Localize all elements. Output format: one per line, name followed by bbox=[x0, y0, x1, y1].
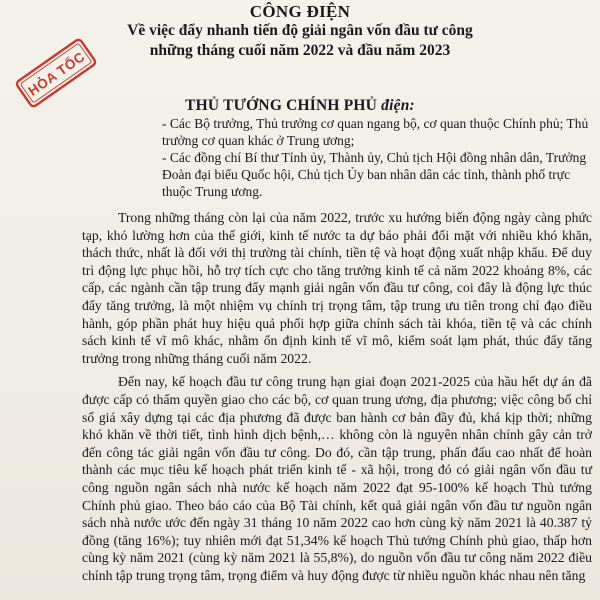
recipient-item: - Các Bộ trưởng, Thủ trưởng cơ quan ngang bộ, cơ quan thuộc Chính phủ; Thủ trưởng cơ quan khác ở Trung ương; bbox=[162, 116, 589, 148]
recipient-list bbox=[162, 115, 592, 200]
document-title-line-2: những tháng cuối năm 2022 và đầu năm 2023 bbox=[149, 42, 451, 59]
document-title-line-1: Về việc đẩy nhanh tiến độ giải ngân vốn đầu tư công bbox=[127, 22, 473, 39]
urgent-stamp-label: HỎA TỐC bbox=[25, 48, 88, 99]
sender-line bbox=[0, 97, 600, 115]
sender-name: THỦ TƯỚNG CHÍNH PHỦ bbox=[185, 97, 378, 114]
body-paragraph-1: Trong những tháng còn lại của năm 2022, trước xu hướng biến động ngày càng phức tạp, khó lường hơn của thế giới, kinh tế nước ta dự báo phải đối mặt với nhiều khó khăn, thách thức, nhất là đối với thị trường tài chính, tiền tệ và hoạt động xuất nhập khẩu. Để duy trì động lực phục hồi, hỗ trợ tích cực cho tăng trưởng kinh tế cả năm 2022 khoảng 8%, các cấp, các ngành cần tập trung đẩy mạnh giải ngân vốn đầu tư công, coi đây là động lực thúc đẩy tăng trưởng, là một nhiệm vụ chính trị trọng tâm, tập trung ưu tiên trong chỉ đạo điều hành, góp phần phát huy hiệu quả phối hợp giữa chính sách tài khóa, tiền tệ và các chính sách kinh tế vĩ mô khác, nhằm ổn định kinh tế vĩ mô, kiểm soát lạm phát, thúc đẩy tăng trưởng trong những tháng cuối năm 2022. bbox=[82, 210, 592, 366]
document-type-heading: CÔNG ĐIỆN bbox=[249, 2, 351, 21]
document-body bbox=[82, 209, 592, 590]
recipient-item: - Các đồng chí Bí thư Tỉnh ủy, Thành ủy, Chủ tịch Hội đồng nhân dân, Trưởng Đoàn đại biểu Quốc hội, Chủ tịch Ủy ban nhân dân các tỉnh, thành phố trực thuộc Trung ương. bbox=[162, 150, 587, 199]
sender-suffix: điện: bbox=[381, 97, 415, 114]
body-paragraph-2: Đến nay, kế hoạch đầu tư công trung hạn giai đoạn 2021-2025 của hầu hết dự án đã được cấp có thẩm quyền giao cho các bộ, cơ quan trung ương, địa phương; việc công bố chỉ số giá xây dựng tại các địa phương đã được ban hành cơ bản đầy đủ, khá kịp thời; những khó khăn về thời tiết, tình hình dịch bệnh,… không còn là nguyên nhân chính gây cản trở đến công tác giải ngân vốn đầu tư công. Do đó, cần tập trung, phấn đấu cao nhất để hoàn thành các mục tiêu kế hoạch phát triển kinh tế - xã hội, trong đó có giải ngân vốn đầu tư công nguồn ngân sách nhà nước kế hoạch năm 2022 đạt 95-100% kế hoạch Thủ tướng Chính phủ giao. Theo báo cáo của Bộ Tài chính, kết quả giải ngân vốn đầu tư nguồn ngân sách nhà nước ước đến ngày 31 tháng 10 năm 2022 cao hơn cùng kỳ năm 2021 là 40.387 tỷ đồng (tăng 16%); tuy nhiên mới đạt 51,34% kế hoạch Thủ tướng Chính phủ giao, thấp hơn cùng kỳ năm 2021 (cùng kỳ năm 2021 là 55,8%), do nguồn vốn đầu tư công năm 2022 điều chỉnh tập trung trọng tâm, trọng điểm và huy động được từ nhiều nguồn khác nhau nên tăng bbox=[82, 374, 592, 583]
